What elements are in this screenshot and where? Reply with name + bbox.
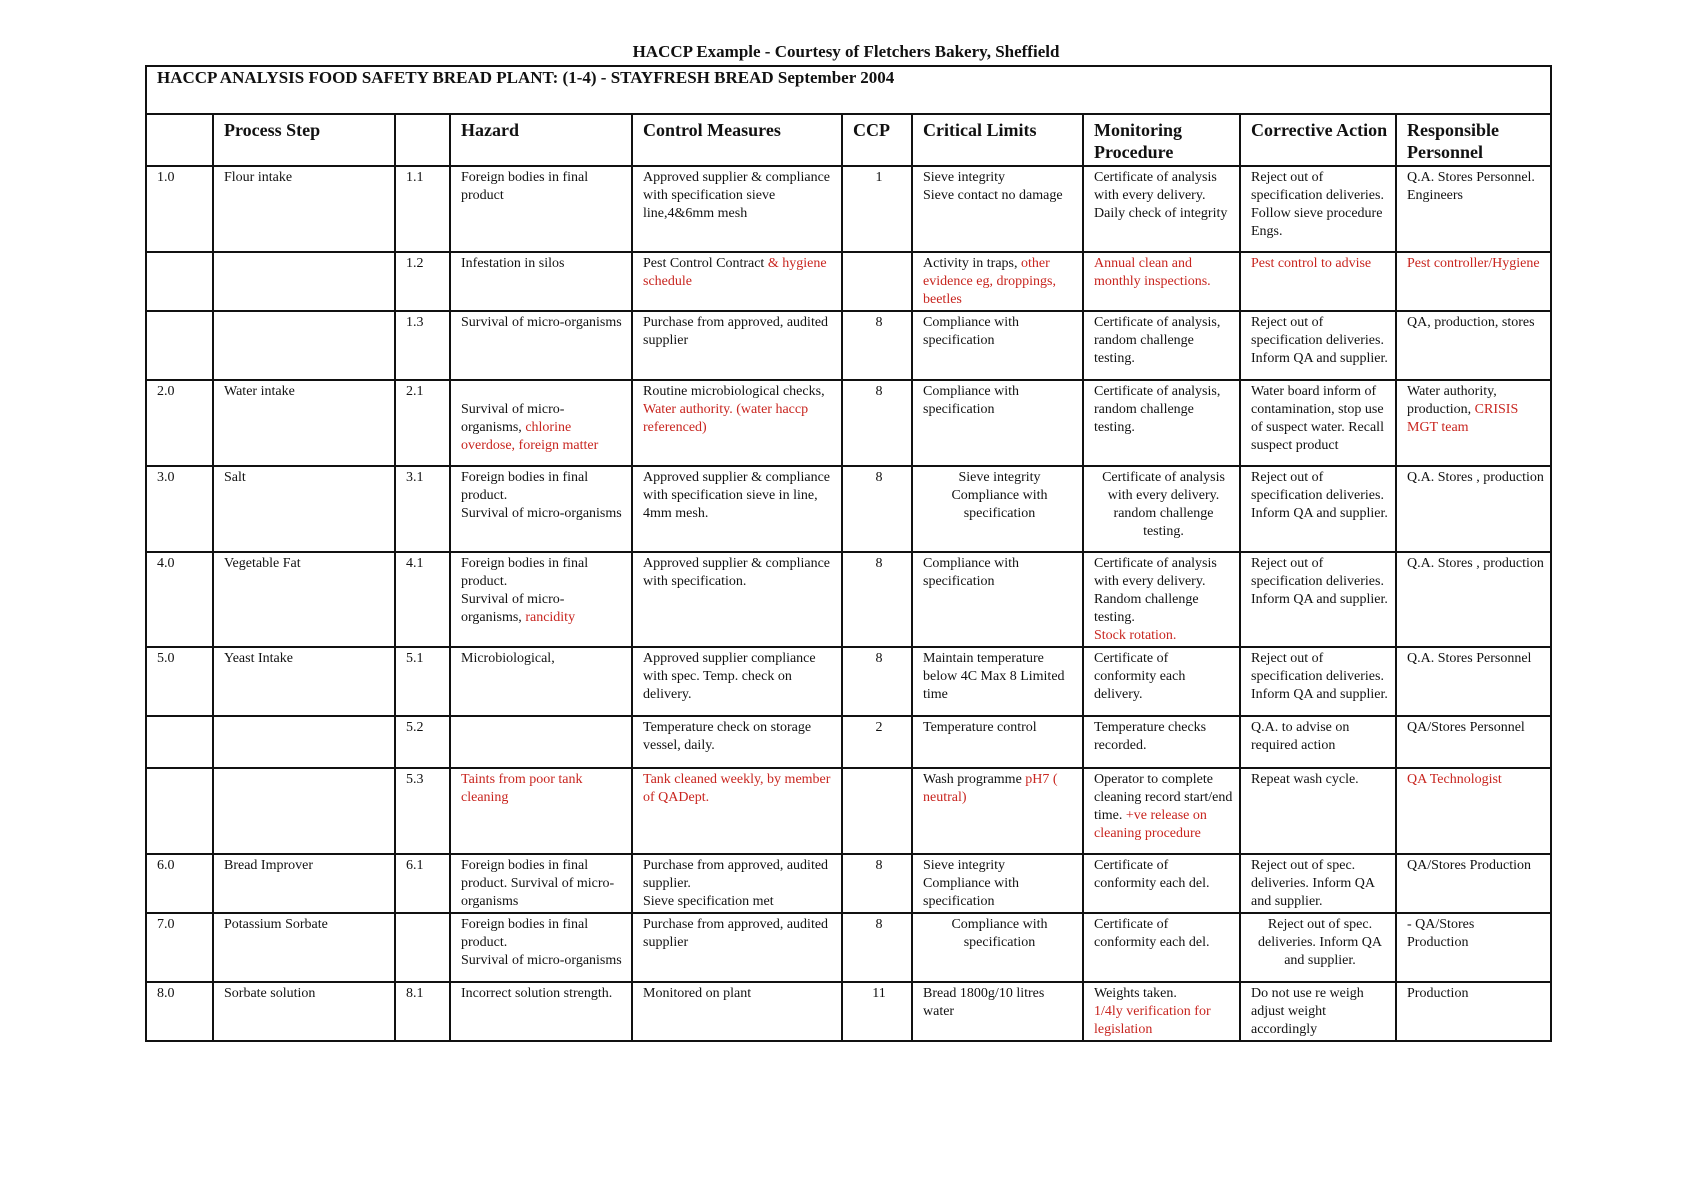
hazard-highlight-text: rancidity [525, 610, 576, 625]
document-title: HACCP Example - Courtesy of Fletchers Bakery, Sheffield [632, 42, 1060, 61]
critical-limits-cell [912, 854, 1083, 913]
process-step-text: Water intake [224, 384, 295, 399]
step-number-cell [146, 552, 213, 647]
process-step-text: Sorbate solution [224, 986, 316, 1001]
sub-step-number-cell [395, 311, 450, 380]
table-row [146, 716, 1551, 768]
corrective-action-text: Reject out of specification deliveries. Follow sieve procedure Engs. [1251, 170, 1384, 239]
control-measures-cell [632, 311, 842, 380]
sub-step-number-cell [395, 166, 450, 252]
sub-step-number-cell [395, 982, 450, 1041]
control-measures-text: Temperature check on storage vessel, daily. [643, 720, 812, 753]
control-measures-text: Monitored on plant [643, 986, 752, 1001]
control-measures-text: Approved supplier & compliance with specification. [643, 556, 831, 589]
control-measures-text: Routine microbiological checks, [643, 384, 825, 399]
corrective-action-cell [1240, 252, 1396, 311]
monitoring-procedure-cell [1083, 311, 1240, 380]
responsible-personnel-cell [1396, 466, 1551, 552]
ccp-number-cell [842, 854, 912, 913]
table-row [146, 252, 1551, 311]
hazard-cell [450, 716, 632, 768]
header-corrective: Corrective Action [1240, 114, 1396, 166]
monitoring-procedure-text: Certificate of conformity each delivery. [1094, 651, 1186, 702]
corrective-action-text: Reject out of specification deliveries. Inform QA and supplier. [1251, 556, 1388, 607]
ccp-number-text: 1 [875, 170, 883, 185]
corrective-action-cell [1240, 380, 1396, 466]
responsible-personnel-text: QA/Stores Production [1407, 858, 1532, 873]
corrective-action-text: Reject out of spec. deliveries. Inform QA and supplier. [1257, 917, 1383, 968]
critical-limits-cell [912, 311, 1083, 380]
responsible-personnel-cell [1396, 647, 1551, 716]
sub-step-number-text: 6.1 [406, 858, 424, 873]
control-measures-text: Purchase from approved, audited supplier [643, 917, 829, 950]
process-step-text: Potassium Sorbate [224, 917, 328, 932]
sub-step-number-text: 5.2 [406, 720, 424, 735]
monitoring-procedure-cell [1083, 982, 1240, 1041]
process-step-cell [213, 552, 395, 647]
table-row [146, 768, 1551, 854]
step-number-cell [146, 466, 213, 552]
ccp-number-cell [842, 311, 912, 380]
critical-limits-text: Wash programme [923, 772, 1026, 787]
hazard-cell [450, 311, 632, 380]
ccp-number-text: 8 [875, 384, 883, 399]
responsible-personnel-cell [1396, 380, 1551, 466]
critical-limits-text: Maintain temperature below 4C Max 8 Limited time [923, 651, 1065, 702]
critical-limits-text: Sieve integrity Compliance with specification [923, 858, 1020, 909]
hazard-text: Foreign bodies in final product. Survival of micro-organisms, [461, 556, 589, 625]
haccp-table [145, 65, 1552, 1042]
responsible-personnel-highlight-text: QA Technologist [1407, 772, 1502, 787]
hazard-cell [450, 252, 632, 311]
table-banner: HACCP ANALYSIS FOOD SAFETY BREAD PLANT: (1-4) - STAYFRESH BREAD September 2004 [146, 66, 1551, 114]
sub-step-number-cell [395, 552, 450, 647]
hazard-text: Survival of micro-organisms [461, 315, 622, 330]
corrective-action-text: Q.A. to advise on required action [1251, 720, 1350, 753]
control-measures-highlight-text: Water authority. (water haccp referenced) [643, 402, 809, 435]
hazard-text: Microbiological, [461, 651, 555, 666]
sub-step-number-text: 5.1 [406, 651, 424, 666]
critical-limits-text: Compliance with specification [923, 556, 1020, 589]
step-number-text: 6.0 [157, 858, 175, 873]
step-number-text: 5.0 [157, 651, 175, 666]
ccp-number-text: 8 [875, 315, 883, 330]
responsible-personnel-text: Q.A. Stores , production [1407, 556, 1544, 571]
ccp-number-text: 8 [875, 917, 883, 932]
critical-limits-cell [912, 913, 1083, 982]
banner-row [146, 66, 1551, 114]
process-step-text: Yeast Intake [224, 651, 293, 666]
monitoring-procedure-highlight-text: +ve release on cleaning procedure [1094, 808, 1207, 841]
corrective-action-highlight-text: Pest control to advise [1251, 256, 1372, 271]
header-monitoring: Monitoring Procedure [1083, 114, 1240, 166]
critical-limits-cell [912, 380, 1083, 466]
hazard-text: Incorrect solution strength. [461, 986, 613, 1001]
critical-limits-highlight-text: pH7 ( neutral) [923, 772, 1058, 805]
responsible-personnel-highlight-text: CRISIS MGT team [1407, 402, 1519, 435]
critical-limits-cell [912, 982, 1083, 1041]
hazard-text: Foreign bodies in final product [461, 170, 589, 203]
responsible-personnel-cell [1396, 982, 1551, 1041]
ccp-number-cell [842, 768, 912, 854]
monitoring-procedure-highlight-text: 1/4ly verification for legislation [1094, 1004, 1211, 1037]
step-number-cell [146, 982, 213, 1041]
corrective-action-cell [1240, 311, 1396, 380]
monitoring-procedure-text: Certificate of conformity each del. [1094, 858, 1210, 891]
responsible-personnel-cell [1396, 252, 1551, 311]
table-row [146, 647, 1551, 716]
critical-limits-cell [912, 768, 1083, 854]
hazard-cell [450, 166, 632, 252]
corrective-action-cell [1240, 768, 1396, 854]
corrective-action-text: Reject out of specification deliveries. Inform QA and supplier. [1251, 470, 1388, 521]
table-row [146, 466, 1551, 552]
control-measures-text: Approved supplier & compliance with specification sieve in line, 4mm mesh. [643, 470, 831, 521]
sub-step-number-cell [395, 854, 450, 913]
critical-limits-cell [912, 252, 1083, 311]
process-step-text: Flour intake [224, 170, 293, 185]
monitoring-procedure-cell [1083, 854, 1240, 913]
process-step-cell [213, 252, 395, 311]
sub-step-number-cell [395, 768, 450, 854]
corrective-action-text: Reject out of specification deliveries. Inform QA and supplier. [1251, 651, 1388, 702]
monitoring-procedure-cell [1083, 552, 1240, 647]
responsible-personnel-cell [1396, 854, 1551, 913]
ccp-number-cell [842, 380, 912, 466]
step-number-cell [146, 913, 213, 982]
ccp-number-cell [842, 552, 912, 647]
responsible-personnel-text: Q.A. Stores , production [1407, 470, 1544, 485]
critical-limits-cell [912, 716, 1083, 768]
responsible-personnel-text: Q.A. Stores Personnel. Engineers [1407, 170, 1535, 203]
critical-limits-text: Activity in traps, [923, 256, 1021, 271]
sub-step-number-cell [395, 380, 450, 466]
control-measures-cell [632, 768, 842, 854]
corrective-action-cell [1240, 716, 1396, 768]
sub-step-number-cell [395, 716, 450, 768]
control-measures-text: Purchase from approved, audited supplier [643, 315, 829, 348]
corrective-action-text: Do not use re weigh adjust weight accordingly [1251, 986, 1364, 1037]
hazard-cell [450, 854, 632, 913]
control-measures-cell [632, 466, 842, 552]
corrective-action-cell [1240, 466, 1396, 552]
monitoring-procedure-text: Certificate of conformity each del. [1094, 917, 1210, 950]
process-step-cell [213, 982, 395, 1041]
header-critical-limits: Critical Limits [912, 114, 1083, 166]
responsible-personnel-cell [1396, 552, 1551, 647]
ccp-number-cell [842, 647, 912, 716]
hazard-cell [450, 982, 632, 1041]
ccp-number-text: 11 [872, 986, 886, 1001]
hazard-highlight-text: chlorine overdose, foreign matter [461, 420, 599, 453]
header-hazard: Hazard [450, 114, 632, 166]
table-row [146, 982, 1551, 1041]
responsible-personnel-cell [1396, 716, 1551, 768]
corrective-action-text: Water board inform of contamination, stop use of suspect water. Recall suspect product [1251, 384, 1384, 453]
sub-step-number-text: 4.1 [406, 556, 424, 571]
critical-limits-text: Bread 1800g/10 litres water [923, 986, 1045, 1019]
critical-limits-cell [912, 647, 1083, 716]
critical-limits-text: Compliance with specification [923, 315, 1020, 348]
corrective-action-cell [1240, 982, 1396, 1041]
corrective-action-text: Repeat wash cycle. [1251, 772, 1359, 787]
sub-step-number-text: 1.1 [406, 170, 424, 185]
monitoring-procedure-text: Certificate of analysis with every delivery. random challenge testing. [1102, 470, 1225, 539]
responsible-personnel-text: QA, production, stores [1407, 315, 1535, 330]
sub-step-number-text: 8.1 [406, 986, 424, 1001]
monitoring-procedure-cell [1083, 716, 1240, 768]
critical-limits-highlight-text: other evidence eg, droppings, beetles [923, 256, 1056, 307]
control-measures-cell [632, 854, 842, 913]
ccp-number-cell [842, 252, 912, 311]
corrective-action-cell [1240, 854, 1396, 913]
control-measures-highlight-text: & hygiene schedule [643, 256, 827, 289]
monitoring-procedure-text: Certificate of analysis, random challenge testing. [1094, 384, 1221, 435]
process-step-cell [213, 913, 395, 982]
monitoring-procedure-cell [1083, 768, 1240, 854]
process-step-cell [213, 854, 395, 913]
sub-step-number-text: 1.3 [406, 315, 424, 330]
control-measures-text: Approved supplier compliance with spec. Temp. check on delivery. [643, 651, 816, 702]
step-number-cell [146, 716, 213, 768]
table-body [146, 166, 1551, 1041]
sub-step-number-cell [395, 647, 450, 716]
step-number-cell [146, 647, 213, 716]
corrective-action-cell [1240, 647, 1396, 716]
sub-step-number-cell [395, 913, 450, 982]
sub-step-number-cell [395, 466, 450, 552]
header-control-measures: Control Measures [632, 114, 842, 166]
table-row [146, 552, 1551, 647]
monitoring-procedure-cell [1083, 913, 1240, 982]
control-measures-cell [632, 647, 842, 716]
control-measures-cell [632, 552, 842, 647]
hazard-cell [450, 466, 632, 552]
hazard-text: Foreign bodies in final product. Survival of micro-organisms [461, 470, 622, 521]
critical-limits-text: Compliance with specification [951, 917, 1048, 950]
header-process-step: Process Step [213, 114, 395, 166]
monitoring-procedure-text: Certificate of analysis, random challenge testing. [1094, 315, 1221, 366]
sub-step-number-text: 3.1 [406, 470, 424, 485]
monitoring-procedure-cell [1083, 252, 1240, 311]
responsible-personnel-text: Water authority, production, [1407, 384, 1497, 417]
responsible-personnel-text: Q.A. Stores Personnel [1407, 651, 1532, 666]
hazard-cell [450, 647, 632, 716]
table-row [146, 854, 1551, 913]
critical-limits-text: Sieve integrity Compliance with specification [951, 470, 1048, 521]
corrective-action-cell [1240, 166, 1396, 252]
step-number-cell [146, 854, 213, 913]
critical-limits-text: Compliance with specification [923, 384, 1020, 417]
sub-step-number-text: 5.3 [406, 772, 424, 787]
sub-step-number-text: 2.1 [406, 384, 424, 399]
corrective-action-cell [1240, 552, 1396, 647]
table-row [146, 380, 1551, 466]
responsible-personnel-highlight-text: Pest controller/Hygiene [1407, 256, 1540, 271]
responsible-personnel-text: - QA/Stores Production [1407, 917, 1475, 950]
process-step-text: Vegetable Fat [224, 556, 301, 571]
process-step-cell [213, 647, 395, 716]
header-step-no [146, 114, 213, 166]
ccp-number-text: 2 [875, 720, 883, 735]
hazard-cell [450, 380, 632, 466]
header-responsible: Responsible Personnel [1396, 114, 1551, 166]
ccp-number-cell [842, 166, 912, 252]
sub-step-number-text: 1.2 [406, 256, 424, 271]
process-step-cell [213, 768, 395, 854]
corrective-action-cell [1240, 913, 1396, 982]
critical-limits-text: Sieve integrity Sieve contact no damage [923, 170, 1063, 203]
control-measures-text: Approved supplier & compliance with specification sieve line,4&6mm mesh [643, 170, 831, 221]
step-number-cell [146, 311, 213, 380]
responsible-personnel-cell [1396, 768, 1551, 854]
ccp-number-text: 8 [875, 470, 883, 485]
hazard-text: Foreign bodies in final product. Survival of micro-organisms [461, 917, 622, 968]
monitoring-procedure-cell [1083, 647, 1240, 716]
ccp-number-text: 8 [875, 858, 883, 873]
control-measures-cell [632, 982, 842, 1041]
step-number-text: 1.0 [157, 170, 175, 185]
header-ccp: CCP [842, 114, 912, 166]
hazard-highlight-text: Taints from poor tank cleaning [461, 772, 583, 805]
monitoring-procedure-highlight-text: Annual clean and monthly inspections. [1094, 256, 1211, 289]
ccp-number-cell [842, 716, 912, 768]
process-step-cell [213, 716, 395, 768]
process-step-cell [213, 466, 395, 552]
step-number-text: 2.0 [157, 384, 175, 399]
ccp-number-cell [842, 982, 912, 1041]
responsible-personnel-cell [1396, 913, 1551, 982]
responsible-personnel-cell [1396, 166, 1551, 252]
hazard-cell [450, 913, 632, 982]
corrective-action-text: Reject out of specification deliveries. Inform QA and supplier. [1251, 315, 1388, 366]
table-row [146, 166, 1551, 252]
monitoring-procedure-cell [1083, 166, 1240, 252]
step-number-cell [146, 380, 213, 466]
control-measures-text: Pest Control Contract [643, 256, 768, 271]
control-measures-cell [632, 252, 842, 311]
control-measures-cell [632, 380, 842, 466]
header-row [146, 114, 1551, 166]
header-sub-no [395, 114, 450, 166]
process-step-text: Bread Improver [224, 858, 314, 873]
monitoring-procedure-cell [1083, 466, 1240, 552]
table-row [146, 311, 1551, 380]
monitoring-procedure-text: Temperature checks recorded. [1094, 720, 1207, 753]
sub-step-number-cell [395, 252, 450, 311]
ccp-number-cell [842, 466, 912, 552]
monitoring-procedure-text: Certificate of analysis with every delivery. Daily check of integrity [1094, 170, 1228, 221]
hazard-text: Survival of micro-organisms, [461, 402, 565, 435]
control-measures-text: Purchase from approved, audited supplier. Sieve specification met [643, 858, 829, 909]
hazard-cell [450, 552, 632, 647]
hazard-text: Infestation in silos [461, 256, 565, 271]
step-number-cell [146, 768, 213, 854]
responsible-personnel-text: QA/Stores Personnel [1407, 720, 1525, 735]
control-measures-cell [632, 716, 842, 768]
step-number-text: 3.0 [157, 470, 175, 485]
step-number-text: 4.0 [157, 556, 175, 571]
step-number-cell [146, 166, 213, 252]
process-step-text: Salt [224, 470, 246, 485]
table-row [146, 913, 1551, 982]
process-step-cell [213, 166, 395, 252]
step-number-text: 7.0 [157, 917, 175, 932]
responsible-personnel-cell [1396, 311, 1551, 380]
critical-limits-cell [912, 552, 1083, 647]
step-number-text: 8.0 [157, 986, 175, 1001]
responsible-personnel-text: Production [1407, 986, 1469, 1001]
corrective-action-text: Reject out of spec. deliveries. Inform QA and supplier. [1251, 858, 1375, 909]
ccp-number-cell [842, 913, 912, 982]
monitoring-procedure-cell [1083, 380, 1240, 466]
critical-limits-cell [912, 466, 1083, 552]
monitoring-procedure-text: Operator to complete cleaning record start/end time. [1094, 772, 1233, 823]
control-measures-cell [632, 166, 842, 252]
critical-limits-text: Temperature control [923, 720, 1037, 735]
control-measures-cell [632, 913, 842, 982]
step-number-cell [146, 252, 213, 311]
hazard-cell [450, 768, 632, 854]
monitoring-procedure-text: Weights taken. [1094, 986, 1177, 1001]
process-step-cell [213, 380, 395, 466]
process-step-cell [213, 311, 395, 380]
ccp-number-text: 8 [875, 556, 883, 571]
monitoring-procedure-text: Certificate of analysis with every delivery. Random challenge testing. [1094, 556, 1217, 625]
critical-limits-cell [912, 166, 1083, 252]
ccp-number-text: 8 [875, 651, 883, 666]
hazard-text: Foreign bodies in final product. Survival of micro-organisms [461, 858, 615, 909]
control-measures-highlight-text: Tank cleaned weekly, by member of QADept. [643, 772, 831, 805]
haccp-sheet [145, 65, 1550, 1042]
monitoring-procedure-highlight-text: Stock rotation. [1094, 628, 1177, 643]
